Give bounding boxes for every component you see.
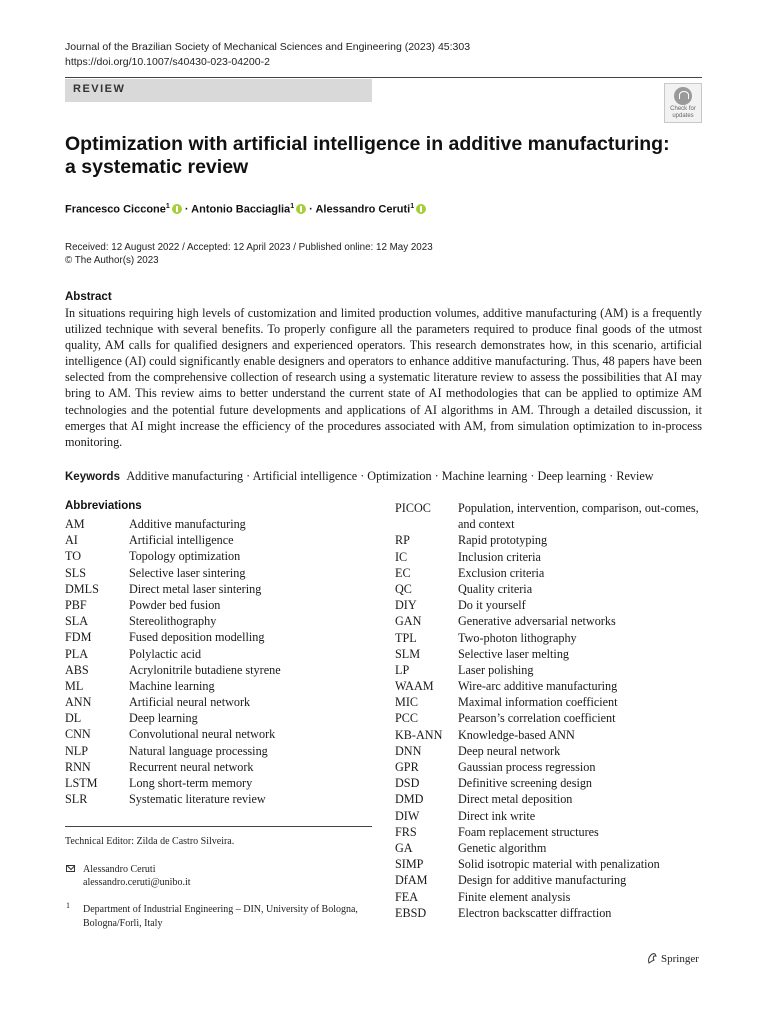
keywords-label: Keywords — [65, 471, 120, 483]
abbreviation-term: FEA — [395, 889, 419, 904]
abbreviation-term: PBF — [65, 597, 87, 612]
abbreviation-term: SLA — [65, 614, 89, 629]
abbreviation-definition: Definitive screening design — [458, 776, 593, 791]
abbreviation-definition: Deep learning — [129, 711, 198, 726]
author-name[interactable]: Francesco Ciccone — [65, 203, 166, 216]
abbreviation-definition: Finite element analysis — [458, 889, 571, 904]
abbreviation-term: PICOC — [395, 501, 431, 515]
abbreviation-definition: Machine learning — [129, 678, 215, 693]
abbreviation-definition: Gaussian process regression — [458, 760, 596, 775]
affiliation-marker: 1 — [165, 203, 170, 210]
abbreviation-definition: Direct ink write — [458, 808, 536, 823]
copyright-line: © The Author(s) 2023 — [65, 255, 159, 266]
abbreviation-term: QC — [395, 581, 412, 596]
abbreviation-definition: Two-photon lithography — [458, 630, 577, 645]
abbreviation-definition: Maximal information coefficient — [458, 695, 618, 710]
abbreviation-definition: Deep neural network — [458, 743, 561, 758]
author-separator: · — [181, 203, 192, 216]
abbreviation-definition: Polylactic acid — [129, 646, 202, 661]
abbreviation-term: IC — [395, 549, 408, 564]
title-line: a systematic review — [65, 156, 249, 178]
affiliation-number: 1 — [66, 901, 70, 910]
abbreviation-term: EC — [395, 565, 411, 580]
abbreviation-term: CNN — [65, 727, 91, 742]
abbreviation-definition: Selective laser melting — [458, 646, 570, 661]
abbreviation-definition: Acrylonitrile butadiene styrene — [129, 662, 281, 677]
abbreviation-definition: Recurrent neural network — [129, 759, 254, 774]
abbreviation-term: WAAM — [395, 679, 434, 694]
abbreviation-term: DMLS — [65, 581, 99, 596]
springer-horse-icon — [646, 952, 658, 964]
abbreviation-definition: Direct metal laser sintering — [129, 581, 262, 596]
keywords-line — [65, 468, 702, 485]
abbreviation-term: ANN — [65, 695, 92, 710]
article-title — [65, 133, 685, 179]
title-line: Optimization with artificial intelligence in additive manufacturing: — [65, 133, 670, 155]
abbreviation-term: DIY — [395, 598, 417, 613]
abbreviation-term: LSTM — [65, 776, 98, 790]
abbreviation-definition: Long short-term memory — [129, 776, 253, 790]
keywords-text: Additive manufacturing · Artificial intelligence · Optimization · Machine learning · Deep learning · Review — [126, 469, 654, 483]
publication-dates: Received: 12 August 2022 / Accepted: 12 April 2023 / Published online: 12 May 2023 — [65, 242, 433, 253]
check-for-updates-line: Check for — [670, 106, 696, 112]
publisher-logo — [646, 952, 699, 965]
abbreviation-definition: Foam replacement structures — [458, 824, 599, 839]
abstract-text: In situations requiring high levels of customization and limited production volumes, additive manufacturing (AM) is a frequently utilized technique with several benefits. To properly configure all the parameters required to produce final goods of the utmost quality, AM calls for qualified designers and experienced operators. This research demonstrates how, in this scenario, artificial intelligence (AI) could significantly enable designers and operators to enhance additive manufacturing. Thus, 48 papers have been selected from the comprehensive collection of research using a systematic literature review to assess the possibilities that AI may bring to AM. This review aims to better understand the current state of AI methodologies that can be applied to optimize AM technologies and the potential future developments and applications of AI algorithms in AM. Through a detailed discussion, it emerges that AI might increase the efficiency of the procedures associated with AM, from simulation optimization to in-process monitoring. — [65, 306, 702, 449]
abbreviation-definition: Pearson’s correlation coefficient — [458, 711, 616, 726]
technical-editor-note: Technical Editor: Zilda de Castro Silveira. — [65, 836, 235, 847]
abbreviation-definition: Selective laser sintering — [129, 565, 246, 580]
check-for-updates-badge[interactable] — [664, 83, 702, 123]
affiliation-text: Department of Industrial Engineering – DIN, University of Bologna, Bologna/Forlì, Italy — [83, 904, 358, 929]
doi-link[interactable]: https://doi.org/10.1007/s40430-023-04200-2 — [65, 56, 270, 68]
abbreviation-definition: Artificial intelligence — [129, 533, 234, 548]
abbreviation-term: ML — [65, 678, 84, 693]
abbreviation-definition: Inclusion criteria — [458, 549, 541, 564]
orcid-icon[interactable] — [416, 204, 426, 214]
abbreviation-term: TO — [65, 549, 82, 564]
abbreviations-heading: Abbreviations — [65, 500, 142, 512]
abbreviation-term: DSD — [395, 776, 420, 791]
check-for-updates-line: updates — [672, 112, 694, 119]
check-for-updates-text — [665, 106, 701, 119]
abbreviation-term: DNN — [395, 743, 422, 758]
abbreviation-definition: Additive manufacturing — [129, 517, 246, 531]
abbreviation-term: SLR — [65, 792, 88, 807]
orcid-icon[interactable] — [172, 204, 182, 214]
abbreviation-term: SIMP — [395, 857, 424, 872]
abbreviation-definition: Genetic algorithm — [458, 840, 547, 855]
abbreviation-term: ABS — [65, 662, 89, 677]
author-name[interactable]: Antonio Bacciaglia — [191, 203, 291, 216]
affiliation-marker: 1 — [290, 203, 295, 210]
publisher-name: Springer — [661, 953, 699, 965]
abbreviation-definition: Solid isotropic material with penalization — [458, 857, 660, 872]
abbreviation-term: DL — [65, 711, 82, 726]
corresponding-author-name: Alessandro Ceruti — [83, 864, 156, 875]
author-name[interactable]: Alessandro Ceruti — [315, 203, 411, 216]
abbreviation-definition: Generative adversarial networks — [458, 614, 616, 629]
abbreviation-term: NLP — [65, 743, 89, 758]
abbreviation-term: FDM — [65, 630, 92, 645]
header-rule — [65, 77, 702, 78]
section-band — [65, 79, 372, 102]
abbreviation-term: RP — [395, 533, 410, 548]
abbreviation-term: GA — [395, 840, 413, 855]
abbreviation-definition: Systematic literature review — [129, 792, 266, 807]
abbreviation-definition: Topology optimization — [129, 549, 241, 564]
abbreviation-term: KB-ANN — [395, 727, 443, 742]
orcid-icon[interactable] — [296, 204, 306, 214]
abbreviation-term: RNN — [65, 759, 91, 774]
abbreviation-term: SLM — [395, 646, 421, 661]
abbreviation-term: EBSD — [395, 905, 427, 920]
abbreviation-definition: Wire-arc additive manufacturing — [458, 679, 618, 694]
abbreviation-definition: Fused deposition modelling — [129, 630, 265, 645]
abbreviation-definition: Laser polishing — [458, 662, 534, 677]
abbreviation-term: AI — [65, 533, 78, 548]
abbreviation-definition: Electron backscatter diffraction — [458, 905, 612, 920]
abbreviation-definition: Stereolithography — [129, 614, 217, 629]
abbreviation-term: GAN — [395, 614, 422, 629]
section-label: REVIEW — [73, 83, 126, 95]
abbreviation-definition: Exclusion criteria — [458, 565, 545, 580]
abbreviation-definition: Artificial neural network — [129, 695, 251, 710]
abbreviation-term: FRS — [395, 824, 417, 839]
abbreviation-definition: Natural language processing — [129, 743, 268, 758]
abbreviation-term: MIC — [395, 695, 419, 710]
abbreviation-term: DMD — [395, 792, 424, 807]
abbreviation-term: DIW — [395, 808, 420, 823]
abbreviation-definition: Powder bed fusion — [129, 597, 221, 612]
abbreviation-term: DfAM — [395, 873, 428, 888]
abbreviation-definition: Rapid prototyping — [458, 533, 548, 548]
footnote-rule — [65, 826, 372, 827]
abbreviation-definition: Convolutional neural network — [129, 727, 276, 742]
abbreviation-definition: Population, intervention, comparison, out-comes, and context — [458, 501, 699, 532]
abbreviation-term: PCC — [395, 711, 419, 726]
abbreviation-term: AM — [65, 517, 85, 531]
journal-citation: Journal of the Brazilian Society of Mechanical Sciences and Engineering (2023) 45:303 — [65, 41, 471, 53]
crossmark-icon — [674, 87, 692, 105]
abbreviation-definition: Quality criteria — [458, 581, 533, 596]
envelope-icon — [66, 865, 75, 872]
abbreviation-term: TPL — [395, 630, 417, 645]
abbreviation-term: GPR — [395, 760, 419, 775]
abbreviation-definition: Knowledge-based ANN — [458, 727, 575, 742]
author-list — [65, 203, 426, 216]
abbreviation-definition: Design for additive manufacturing — [458, 873, 627, 888]
author-separator: · — [306, 203, 316, 216]
abstract-heading: Abstract — [65, 291, 112, 303]
abbreviation-term: PLA — [65, 646, 89, 661]
affiliation-marker: 1 — [410, 203, 415, 210]
corresponding-author-email[interactable]: alessandro.ceruti@unibo.it — [83, 877, 191, 888]
abbreviation-term: SLS — [65, 565, 87, 580]
abbreviation-term: LP — [395, 662, 410, 677]
abbreviation-definition: Do it yourself — [458, 598, 526, 613]
abbreviation-definition: Direct metal deposition — [458, 792, 573, 807]
